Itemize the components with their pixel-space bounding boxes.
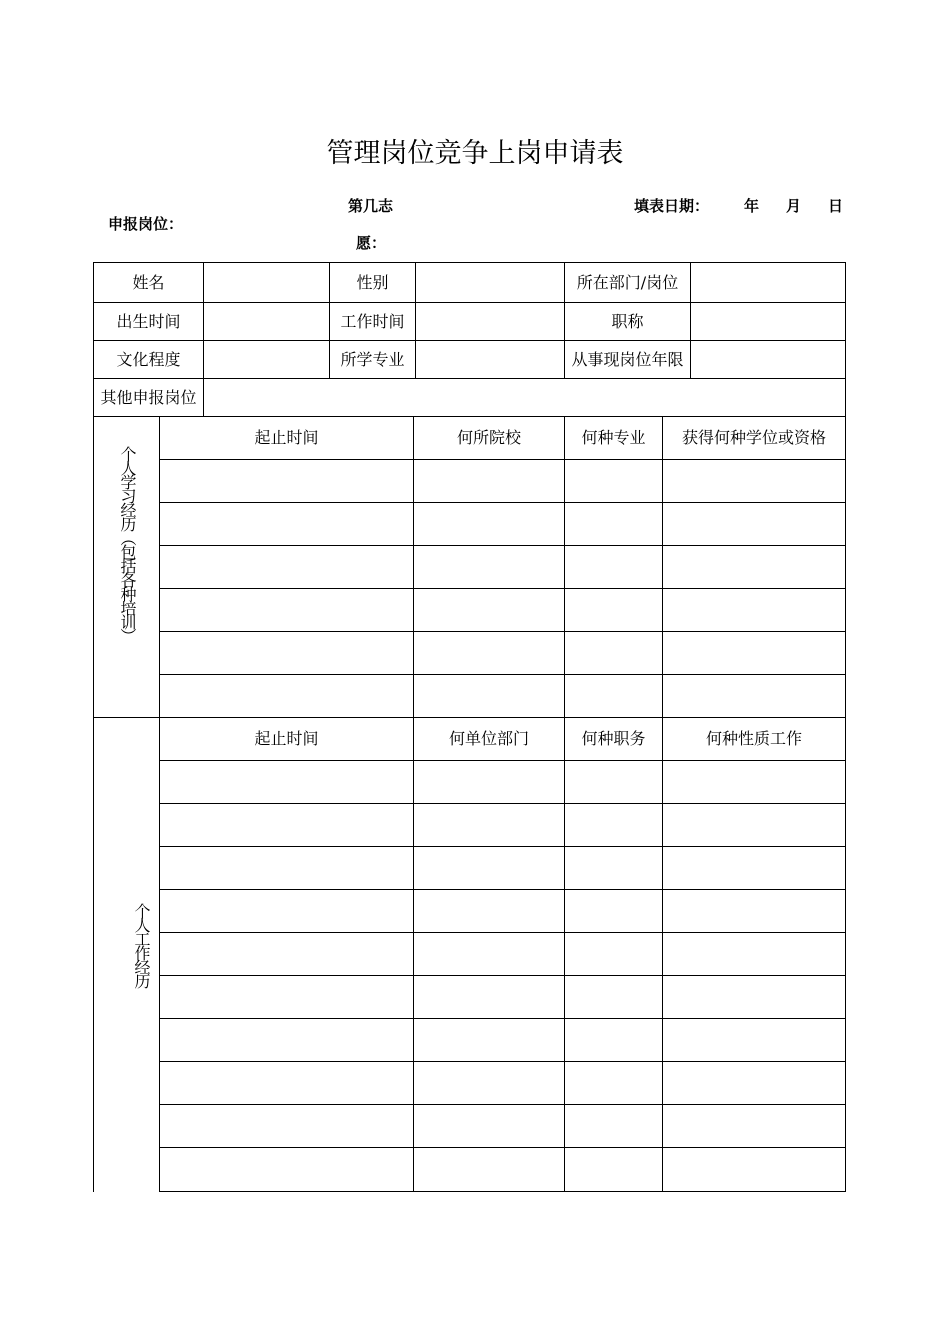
grid-line (159, 1147, 846, 1148)
grid-line (159, 459, 846, 460)
study-col-period: 起止时间 (254, 428, 319, 447)
grid-line (159, 545, 846, 546)
birth-label: 出生时间 (116, 312, 181, 331)
education-label: 文化程度 (116, 350, 181, 369)
grid-line (159, 588, 846, 589)
work-start-label: 工作时间 (340, 312, 405, 331)
major-label: 所学专业 (340, 350, 405, 369)
grid-line (159, 1061, 846, 1062)
study-col-school: 何所院校 (456, 428, 521, 447)
grid-line (159, 1104, 846, 1105)
grid-line (93, 302, 846, 303)
grid-line (159, 846, 846, 847)
grid-line (203, 262, 204, 417)
name-label: 姓名 (132, 273, 165, 292)
grid-line (93, 262, 846, 263)
form-title: 管理岗位竞争上岗申请表 (326, 138, 624, 169)
grid-line (159, 803, 846, 804)
year-label: 年 (744, 197, 760, 215)
grid-line (159, 631, 846, 632)
study-section-label: 个人学习经历（包括各种培训） (118, 446, 137, 642)
grid-line (413, 416, 414, 1192)
grid-line (845, 262, 846, 1192)
grid-line (93, 378, 846, 379)
grid-line (159, 502, 846, 503)
other-posts-label: 其他申报岗位 (100, 388, 197, 407)
grid-line (159, 1191, 846, 1192)
grid-line (159, 674, 846, 675)
gender-label: 性别 (356, 273, 389, 292)
work-section-label: 个人工作经历 (132, 903, 151, 987)
grid-line (690, 262, 691, 379)
work-col-unit: 何单位部门 (448, 729, 529, 748)
grid-line (93, 416, 846, 417)
study-col-degree: 获得何种学位或资格 (681, 428, 826, 447)
grid-line (159, 416, 160, 1192)
grid-line (93, 717, 846, 718)
grid-line (564, 416, 565, 1192)
work-col-period: 起止时间 (254, 729, 319, 748)
grid-line (662, 416, 663, 1192)
choice-label-line1: 第几志 (348, 197, 394, 215)
choice-label-line2: 愿： (356, 234, 387, 252)
grid-line (159, 889, 846, 890)
day-label: 日 (828, 197, 844, 215)
month-label: 月 (786, 197, 802, 215)
dept-post-label: 所在部门/岗位 (576, 273, 679, 292)
work-col-position: 何种职务 (581, 729, 646, 748)
grid-line (159, 1018, 846, 1019)
grid-line (159, 932, 846, 933)
grid-line (415, 262, 416, 379)
job-title-label: 职称 (611, 312, 644, 331)
date-label: 填表日期： (634, 197, 710, 215)
work-col-nature: 何种性质工作 (705, 729, 802, 748)
grid-line (159, 975, 846, 976)
grid-line (93, 340, 846, 341)
study-col-major: 何种专业 (581, 428, 646, 447)
years-in-post-label: 从事现岗位年限 (571, 350, 684, 369)
grid-line (159, 760, 846, 761)
position-label: 申报岗位： (108, 215, 184, 233)
